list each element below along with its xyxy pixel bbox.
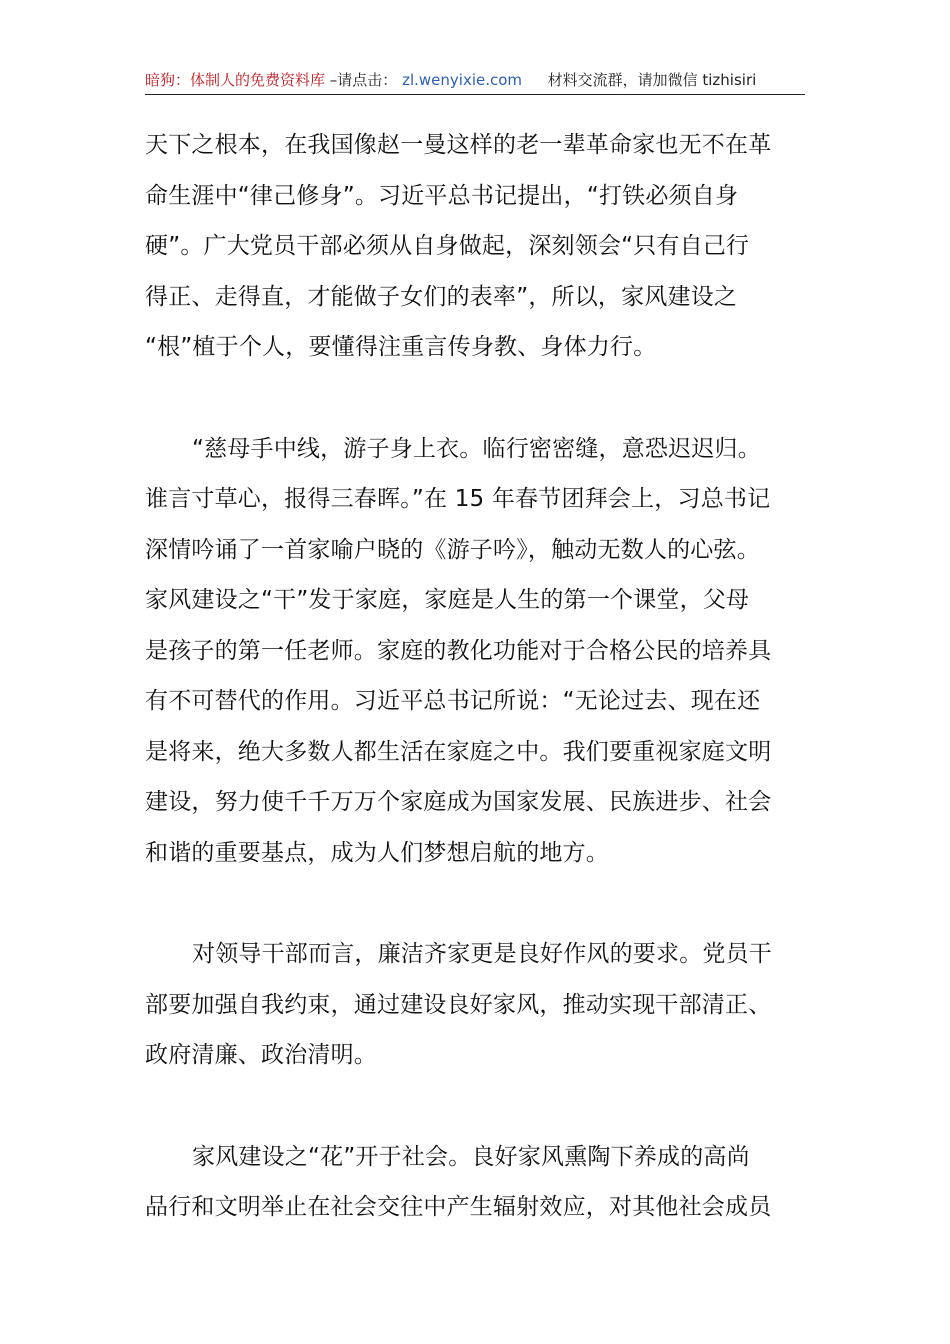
page-header: [145, 68, 805, 95]
header-brand: 暗狗：体制人的免费资料库: [145, 71, 326, 89]
document-body: [145, 120, 809, 1233]
paragraph-line: 和谐的重要基点，成为人们梦想启航的地方。: [145, 839, 609, 866]
paragraph-line: 是将来，绝大多数人都生活在家庭之中。我们要重视家庭文明: [145, 738, 772, 765]
paragraph-line: 天下之根本，在我国像赵一曼这样的老一辈革命家也无不在革: [145, 132, 772, 158]
paragraph-line: 命生涯中“律己修身”。习近平总书记提出，“打铁必须自身: [145, 182, 739, 209]
paragraph-line: 政府清廉、政治清明。: [145, 1042, 377, 1068]
paragraph-line: 部要加强自我约束，通过建设良好家风，推动实现干部清正、: [145, 991, 772, 1018]
paragraph-1: [145, 120, 809, 373]
paragraph-line: 深情吟诵了一首家喻户晓的《游子吟》，触动无数人的心弦。: [145, 536, 760, 563]
paragraph-line: 品行和文明举止在社会交往中产生辐射效应，对其他社会成员: [145, 1194, 772, 1220]
paragraph-line: 是孩子的第一任老师。家庭的教化功能对于合格公民的培养具: [145, 637, 772, 664]
paragraph-3: [145, 929, 809, 1081]
header-link[interactable]: zl.wenyixie.com: [402, 71, 523, 89]
paragraph-line: 硬”。广大党员干部必须从自身做起，深刻领会“只有自己行: [145, 233, 750, 259]
paragraph-2: [145, 424, 809, 879]
paragraph-line: “根”植于个人，要懂得注重言传身教、身体力行。: [145, 334, 657, 360]
header-group-info: 材料交流群，请加微信 tizhisiri: [547, 71, 757, 89]
paragraph-line: 谁言寸草心，报得三春晖。”在 15 年春节团拜会上，习总书记: [145, 486, 771, 512]
paragraph-line: 建设，努力使千千万万个家庭成为国家发展、民族进步、社会: [145, 789, 772, 815]
paragraph-line: 对领导干部而言，廉洁齐家更是良好作风的要求。党员干: [192, 941, 772, 967]
header-prompt: –请点击：: [329, 71, 398, 89]
paragraph-4: [145, 1132, 809, 1233]
paragraph-line: 家风建设之“花”开于社会。良好家风熏陶下养成的高尚: [192, 1143, 750, 1170]
paragraph-line: 得正、走得直，才能做子女们的表率”，所以，家风建设之: [145, 283, 738, 310]
paragraph-line: 家风建设之“干”发于家庭，家庭是人生的第一个课堂，父母: [145, 587, 750, 613]
paragraph-line: 有不可替代的作用。习近平总书记所说：“无论过去、现在还: [145, 688, 761, 714]
paragraph-line: “慈母手中线，游子身上衣。临行密密缝，意恐迟迟归。: [192, 435, 761, 462]
